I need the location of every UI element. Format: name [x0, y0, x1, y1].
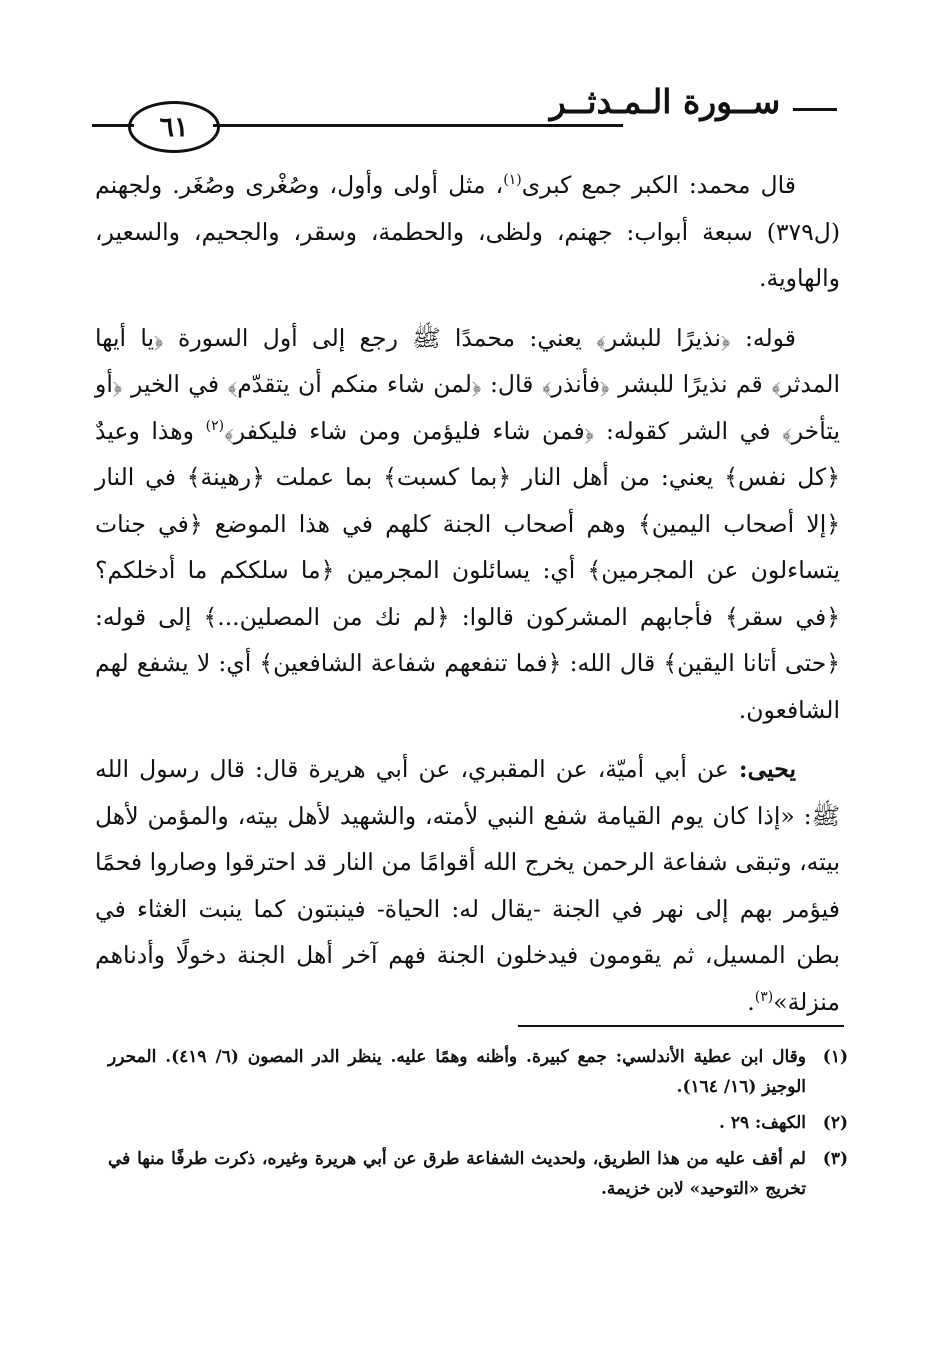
footnote-ref-2: (٢): [205, 417, 225, 434]
paragraph-3: [95, 746, 840, 1025]
footnote-ref-1: (١): [503, 172, 522, 189]
footnote-ref-3: (٣): [754, 988, 774, 1005]
main-text: [95, 162, 840, 1025]
surah-title: ســورة الـمـدثــر: [549, 82, 781, 121]
footnotes: [108, 1042, 848, 1204]
footnote-item: [108, 1108, 848, 1138]
paragraph-text: عن أبي أميّة، عن المقبري، عن أبي هريرة قال: قال رسول الله ﷺ: «إذا كان يوم القيامة شفع النبي لأمته، والشهيد لأهل بيته، والمؤمن لأهل بيته، وتبقى شفاعة الرحمن يخرج الله أقوامًا من النار قد احترقوا وصاروا فحمًا فيؤمر بهم إلى نهر في الجنة -يقال له: الحياة- فينبتون كما ينبت الغثاء في بطن المسيل، ثم يقومون فيدخلون الجنة فهم آخر أهل الجنة دخولًا وأدناهم منزلة»: [95, 755, 840, 1016]
footnote-item: [108, 1144, 848, 1204]
footnote-number: (٢): [822, 1113, 848, 1133]
page-number-oval: [128, 101, 220, 153]
footnote-number: (١): [822, 1047, 848, 1067]
narrator-name: يحيى:: [738, 755, 796, 783]
paragraph-text: .: [747, 987, 755, 1016]
paragraph-text: ، مثل أولى وأول، وصُغْرى وصُغَر. ولجهنم (ل٣٧٩) سبعة أبواب: جهنم، ولظى، والحطمة، وسقر، والجحيم، والسعير، والهاوية.: [95, 171, 840, 292]
footnote-separator: [518, 1025, 844, 1027]
header-rule-right: [793, 108, 837, 111]
footnote-item: [108, 1042, 848, 1102]
footnote-text: وقال ابن عطية الأندلسي: جمع كبيرة. وأظنه وهمًا عليه. ينظر الدر المصون (٦/ ٤١٩). المحرر الوجيز (١٦/ ١٦٤).: [108, 1047, 806, 1097]
paragraph-2: [95, 315, 840, 734]
paragraph-text: قوله: ﴿نذيرًا للبشر﴾ يعني: محمدًا ﷺ رجع إلى أول السورة ﴿يا أيها المدثر﴾ قم نذيرًا للبشر ﴿فأنذر﴾ قال: ﴿لمن شاء منكم أن يتقدّم﴾ في الخير ﴿أو يتأخر﴾ في الشر كقوله: ﴿فمن شاء فليؤمن ومن شاء فليكفر﴾: [95, 323, 840, 445]
paragraph-1: [95, 162, 840, 302]
footnote-text: لم أقف عليه من هذا الطريق، ولحديث الشفاعة طرق عن أبي هريرة وغيره، ذكرت طرفًا منها في تخريج «التوحيد» لابن خزيمة.: [108, 1149, 806, 1199]
paragraph-text: وهذا وعيدٌ ﴿كل نفس﴾ يعني: من أهل النار ﴿بما كسبت﴾ بما عملت ﴿رهينة﴾ في النار ﴿إلا أصحاب اليمين﴾ وهم أصحاب الجنة كلهم في هذا الموضع ﴿في جنات يتساءلون عن المجرمين﴾ أي: يسائلون المجرمين ﴿ما سلككم ما أدخلكم؟ ﴿في سقر﴾ فأجابهم المشركون قالوا: ﴿لم نك من المصلين...﴾ إلى قوله: ﴿حتى أتانا اليقين﴾ قال الله: ﴿فما تنفعهم شفاعة الشافعين﴾ أي: لا يشفع لهم الشافعون.: [95, 416, 840, 724]
footnote-number: (٣): [822, 1149, 848, 1169]
page-number: ٦١: [159, 111, 189, 143]
paragraph-text: قال محمد: الكبر جمع كبرى: [521, 171, 796, 199]
footnote-text: الكهف: ٢٩ .: [718, 1113, 806, 1133]
